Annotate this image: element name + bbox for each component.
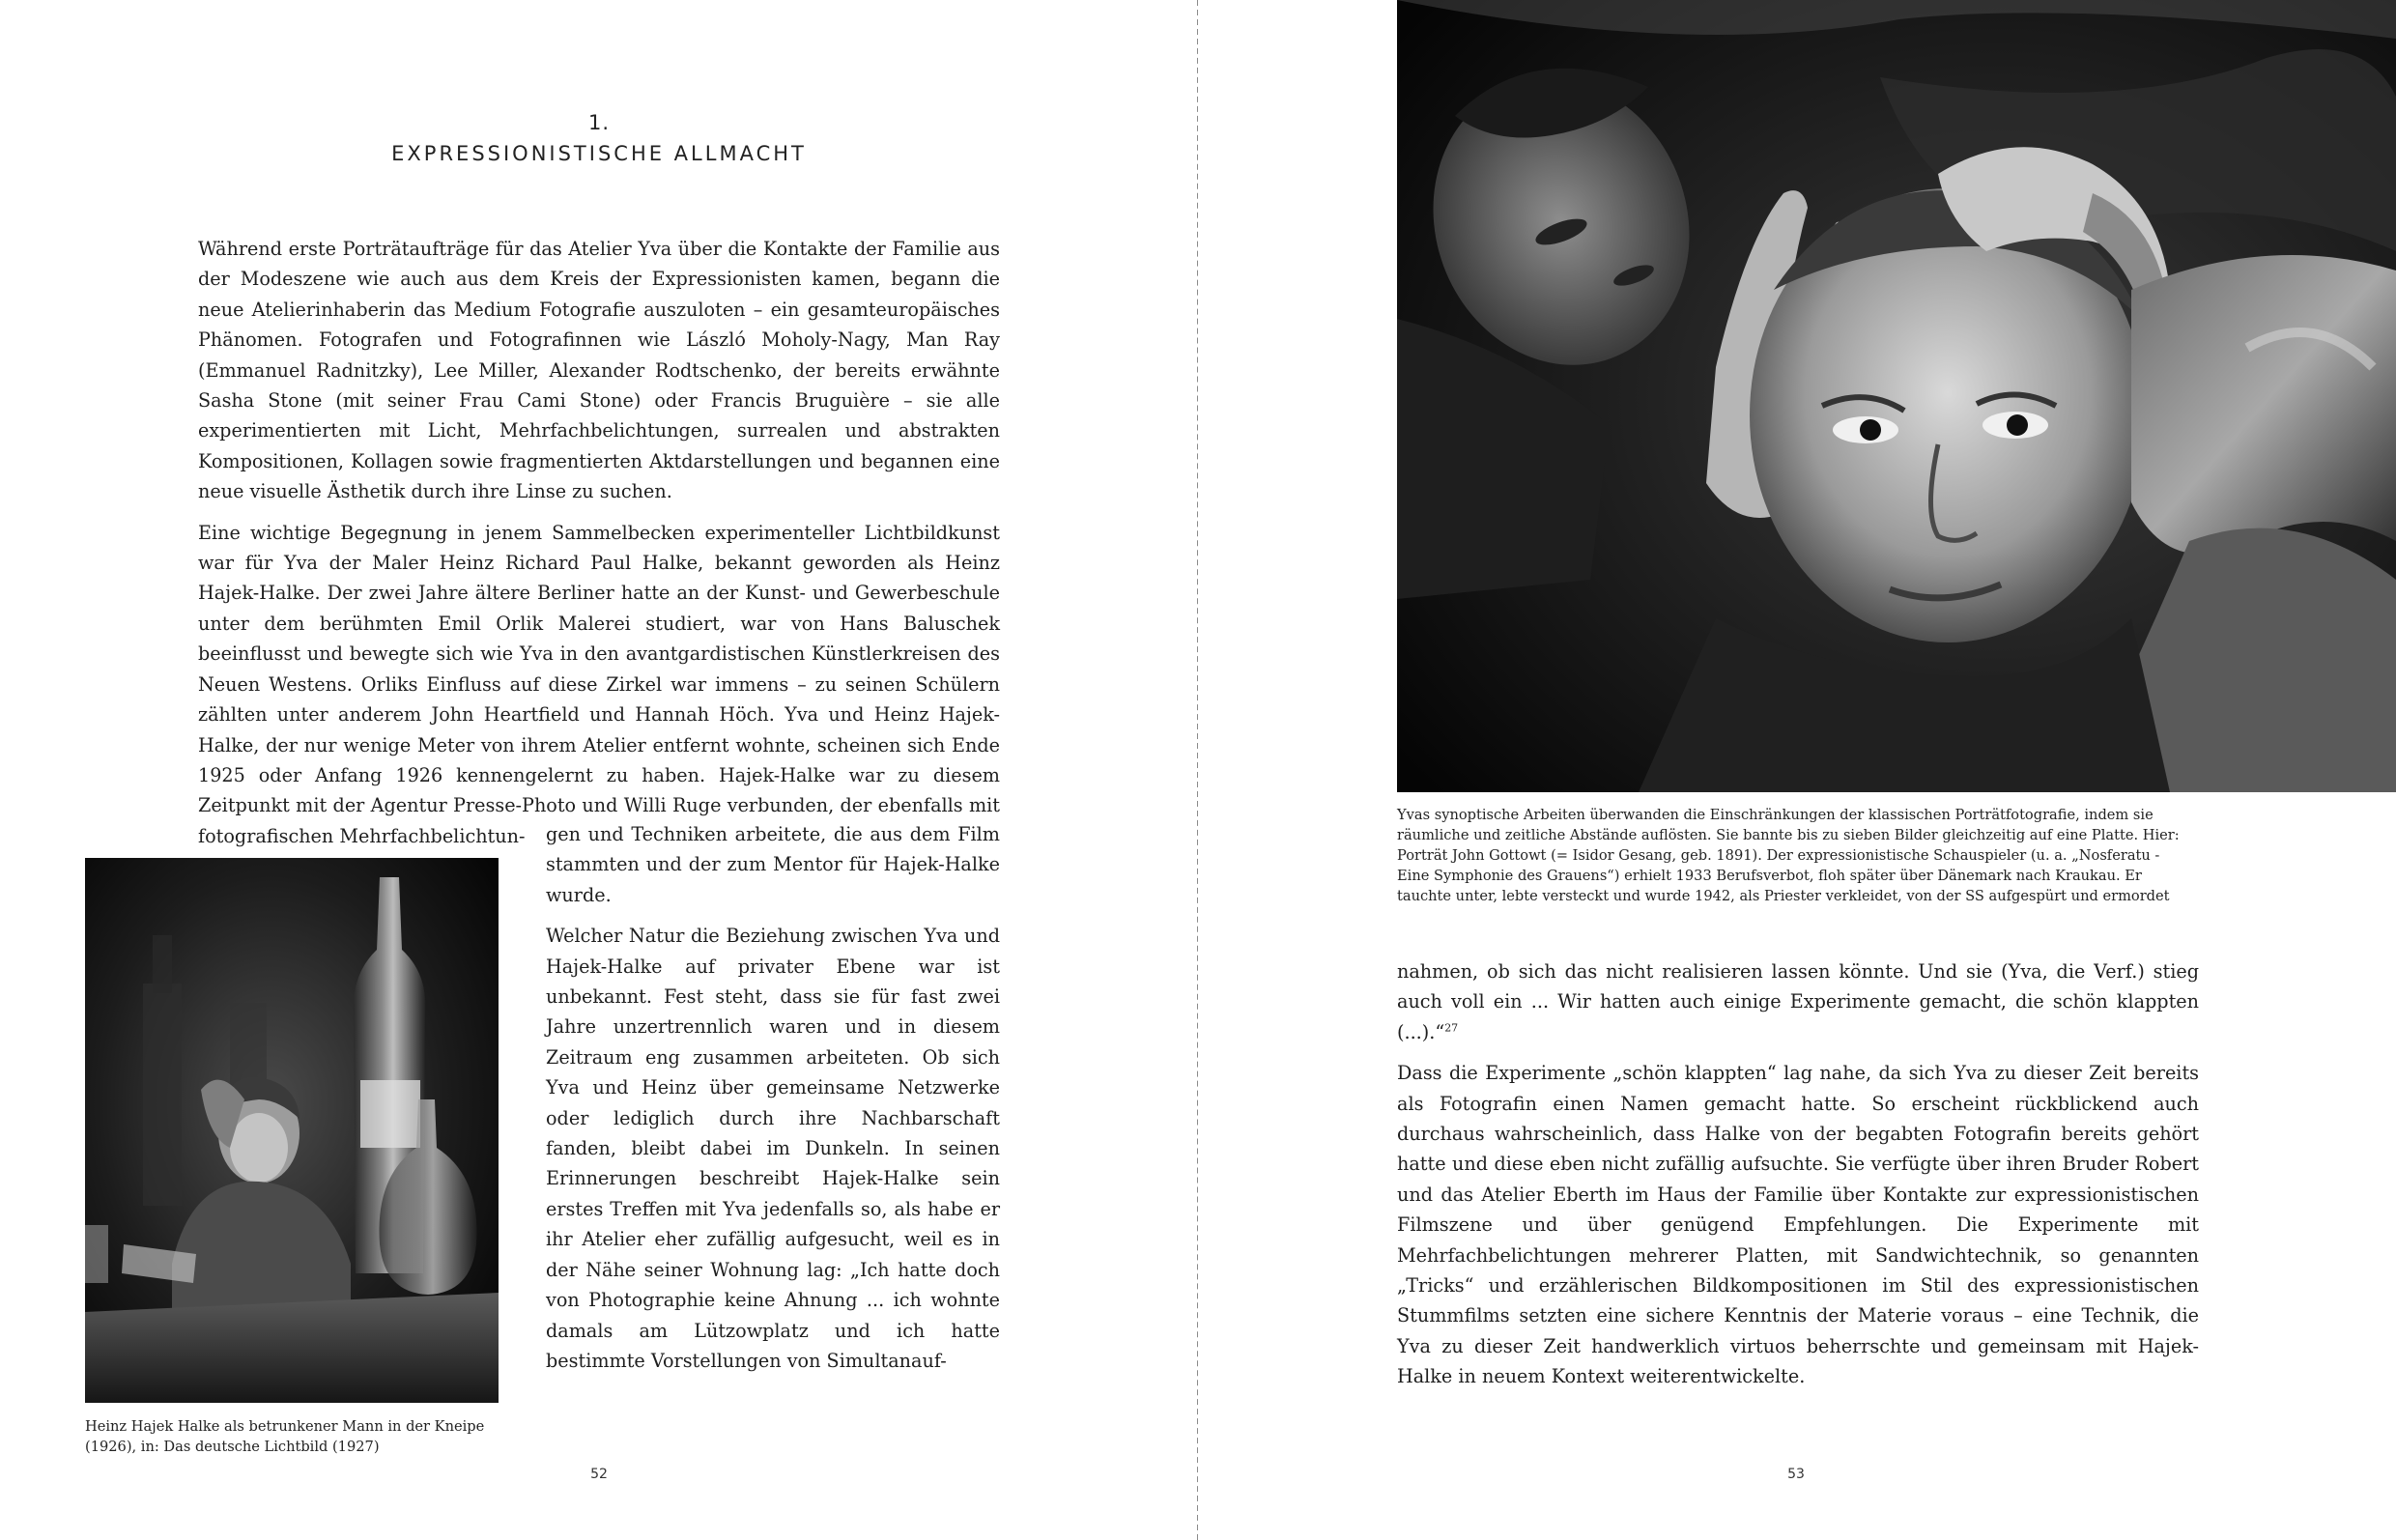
right-paragraph-2: Dass die Experimente „schön klappten“ lag nahe, da sich Yva zu dieser Zeit bereits als Fotografin einen Namen gemacht hatte. So erscheint rückblickend auch durchaus wahrscheinlich, dass Halke von der begabten Fotografin bereits gehört hatte und diese eben nicht zufällig aufsuchte. Sie verfügte über ihren Bruder Robert und das Atelier Eberth im Haus der Familie über Kontakte zur expressionistischen Filmszene und über genügend Empfehlungen. Die Experimente mit Mehrfachbelichtungen mehrerer Platten, mit Sandwichtechnik, so genannten „Tricks“ und erzählerischen Bildkompositionen im Stil des expressionistischen Stummfilms setzten eine sichere Kenntnis der Materie voraus – eine Technik, die Yva zu dieser Zeit handwerklich virtuos beherrschte und gemeinsam mit Hajek-Halke in neuem Kontext weiterentwickelte. <box>1397 1062 2199 1388</box>
pub-scene-photo-drawing <box>85 858 499 1403</box>
pub-scene-photo <box>85 858 499 1403</box>
gottowt-portrait-photo <box>1397 0 2396 792</box>
right-page-number: 53 <box>1787 1467 1805 1482</box>
chapter-heading <box>198 108 1000 170</box>
right-paragraph-1 <box>1397 956 2199 1047</box>
chapter-title: EXPRESSIONISTISCHE ALLMACHT <box>391 142 807 165</box>
gottowt-portrait-drawing <box>1397 0 2396 792</box>
left-page-number: 52 <box>590 1467 608 1482</box>
pub-photo-caption: Heinz Hajek Halke als betrunkener Mann in der Kneipe (1926), in: Das deutsche Lichtbild (1927) <box>85 1418 485 1455</box>
left-body-text-column <box>546 819 1000 1376</box>
left-paragraph-1: Während erste Porträtaufträge für das Atelier Yva über die Kontakte der Familie aus der Modeszene wie auch aus dem Kreis der Expressionisten kamen, begann die neue Atelierinhaberin das Medium Fotografie auszuloten – ein gesamteuropäisches Phänomen. Fotografen und Fotografinnen wie László Moholy-Nagy, Man Ray (Emmanuel Radnitzky), Lee Miller, Alexander Rodtschenko, der bereits erwähnte Sasha Stone (mit seiner Frau Cami Stone) oder Francis Bruguière – sie alle experimentierten mit Licht, Mehrfachbelichtungen, surrealen und abstrakten Kompositionen, Kollagen sowie fragmentierten Aktdarstellungen und begannen eine neue visuelle Ästhetik durch ihre Linse zu suchen. <box>198 238 1000 503</box>
right-paragraph-1-text: nahmen, ob sich das nicht realisieren lassen könnte. Und sie (Yva, die Verf.) stieg auch voll ein ... Wir hatten auch einige Experimente gemacht, die schön klappten (...).“ <box>1397 960 2199 1043</box>
left-paragraph-2a: Eine wichtige Begegnung in jenem Sammelbecken experimenteller Lichtbildkunst war für Yva der Maler Heinz Richard Paul Halke, bekannt geworden als Heinz Hajek-Halke. Der zwei Jahre ältere Berliner hatte an der Kunst- und Gewerbeschule unter dem berühmten Emil Orlik Malerei studiert, war von Hans Baluschek beeinflusst und bewegte sich wie Yva in den avantgardistischen Künstlerkreisen des Neuen Westens. Orliks Einfluss auf diese Zirkel war immens – zu seinen Schülern zählten unter anderem John Heartfield und Hannah Höch. Yva und Heinz Hajek-Halke, der nur wenige Meter von ihrem Atelier entfernt wohnte, scheinen sich Ende 1925 oder Anfang 1926 kennengelernt zu haben. Hajek-Halke war zu diesem Zeitpunkt mit der Agentur Presse-Photo und Willi Ruge verbunden, der ebenfalls mit fotografischen Mehrfachbelichtun- <box>198 521 1000 847</box>
left-paragraph-2b: gen und Techniken arbeitete, die aus dem Film stammten und der zum Mentor für Hajek-Halke wurde. <box>546 823 1000 906</box>
right-page <box>1198 0 2396 1540</box>
left-body-text-top <box>198 234 1000 851</box>
footnote-reference[interactable]: 27 <box>1444 1021 1459 1035</box>
left-paragraph-3: Welcher Natur die Beziehung zwischen Yva und Hajek-Halke auf privater Ebene war ist unbekannt. Fest steht, dass sie für fast zwei Jahre unzertrennlich waren und in diesem Zeitraum eng zusammen arbeiteten. Ob sich Yva und Heinz über gemeinsame Netzwerke oder lediglich durch ihre Nachbarschaft fanden, bleibt dabei im Dunkeln. In seinen Erinnerungen beschreibt Hajek-Halke sein erstes Treffen mit Yva jedenfalls so, als habe er ihr Atelier eher zufällig aufgesucht, weil es in der Nähe seiner Wohnung lag: „Ich hatte doch von Photographie keine Ahnung ... ich wohnte damals am Lützowplatz und ich hatte bestimmte Vorstellungen von Simultanauf- <box>546 925 1000 1372</box>
right-body-text <box>1397 956 2199 1392</box>
chapter-number: 1. <box>587 111 611 134</box>
portrait-photo-caption: Yvas synoptische Arbeiten überwanden die Einschränkungen der klassischen Porträtfotografie, indem sie räumliche und zeitliche Abstände auflösten. Sie bannte bis zu sieben Bilder gleichzeitig auf eine Platte. Hier: Porträt John Gottowt (= Isidor Gesang, geb. 1891). Der expressionistische Schauspieler (u. a. „Nosferatu - Eine Symphonie des Grauens“) erhielt 1933 Berufsverbot, floh später über Dänemark nach Kraukau. Er tauchte unter, lebte versteckt und wurde 1942, als Priester verkleidet, von der SS aufgespürt und ermordet <box>1397 807 2180 904</box>
